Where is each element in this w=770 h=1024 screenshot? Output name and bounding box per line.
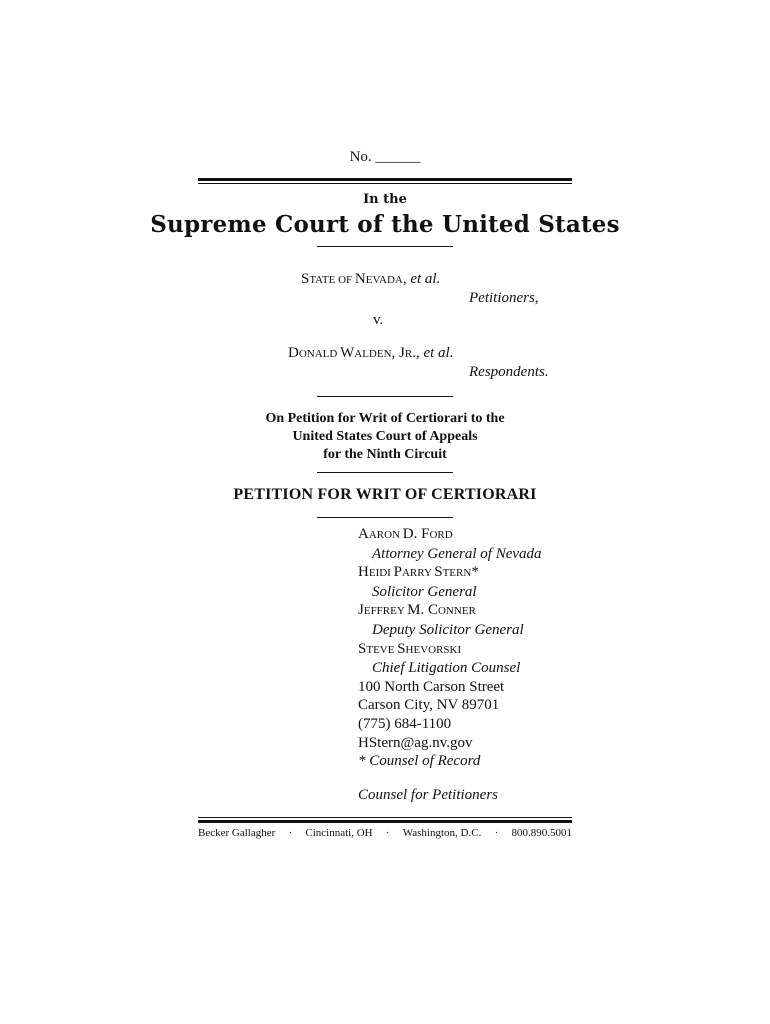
versus: v. (373, 312, 384, 328)
counsel-title-stern: Solicitor General (372, 583, 477, 600)
counsel-title-ford: Attorney General of Nevada (372, 545, 542, 562)
bottom-rule-thin (198, 817, 572, 818)
in-the-heading: In the (363, 192, 407, 207)
top-rule-thin (198, 183, 572, 184)
counsel-name-conner: JEFFREY M. CONNER (358, 602, 476, 619)
petition-title: PETITION FOR WRIT OF CERTIORARI (233, 486, 537, 503)
printer-city-1: Cincinnati, OH (305, 827, 373, 839)
counsel-name-shevorski: STEVE SHEVORSKI (358, 640, 462, 657)
phone-number: (775) 684-1100 (358, 715, 452, 732)
counsel-block (358, 525, 618, 771)
respondent-name (288, 344, 453, 363)
petition-on-block (0, 410, 770, 464)
petition-on-line-2: United States Court of Appeals (292, 429, 478, 444)
divider-1 (317, 246, 453, 247)
counsel-title-conner: Deputy Solicitor General (372, 621, 524, 638)
counsel-of-record-note: * Counsel of Record (358, 753, 481, 770)
printer-city-2: Washington, D.C. (402, 827, 482, 839)
petitioner-role: Petitioners, (469, 290, 539, 306)
docket-number: No. ______ (349, 149, 421, 165)
divider-2 (317, 396, 453, 397)
printer-name: Becker Gallagher (198, 827, 276, 839)
divider-3 (317, 472, 453, 473)
footer-separator-3: · (494, 827, 499, 839)
bottom-rule-thick (198, 820, 572, 823)
counsel-name-stern: HEIDI PARRY STERN* (358, 564, 479, 581)
email-address: HStern@ag.nv.gov (358, 734, 473, 751)
respondent-etal: et al. (423, 345, 454, 361)
footer-separator-1: · (288, 827, 293, 839)
petitioner-name (301, 270, 440, 289)
counsel-for-petitioners: Counsel for Petitioners (358, 787, 498, 803)
address-city: Carson City, NV 89701 (358, 697, 500, 714)
printer-phone: 800.890.5001 (511, 827, 572, 839)
printer-footer (198, 827, 572, 839)
address-street: 100 North Carson Street (358, 678, 505, 695)
petitioner-name-text: STATE OF NEVADA, (301, 271, 407, 287)
footer-separator-2: · (385, 827, 390, 839)
petition-on-line-3: for the Ninth Circuit (323, 447, 447, 462)
respondent-role: Respondents. (469, 364, 549, 380)
petitioner-etal: et al. (410, 271, 441, 287)
counsel-name-ford: AARON D. FORD (358, 526, 453, 542)
counsel-title-shevorski: Chief Litigation Counsel (372, 660, 521, 677)
court-title: Supreme Court of the United States (150, 211, 620, 238)
divider-4 (317, 517, 453, 518)
top-rule-thick (198, 178, 572, 181)
respondent-name-text: DONALD WALDEN, JR., (288, 345, 420, 361)
petition-on-line-1: On Petition for Writ of Certiorari to the (265, 411, 505, 426)
